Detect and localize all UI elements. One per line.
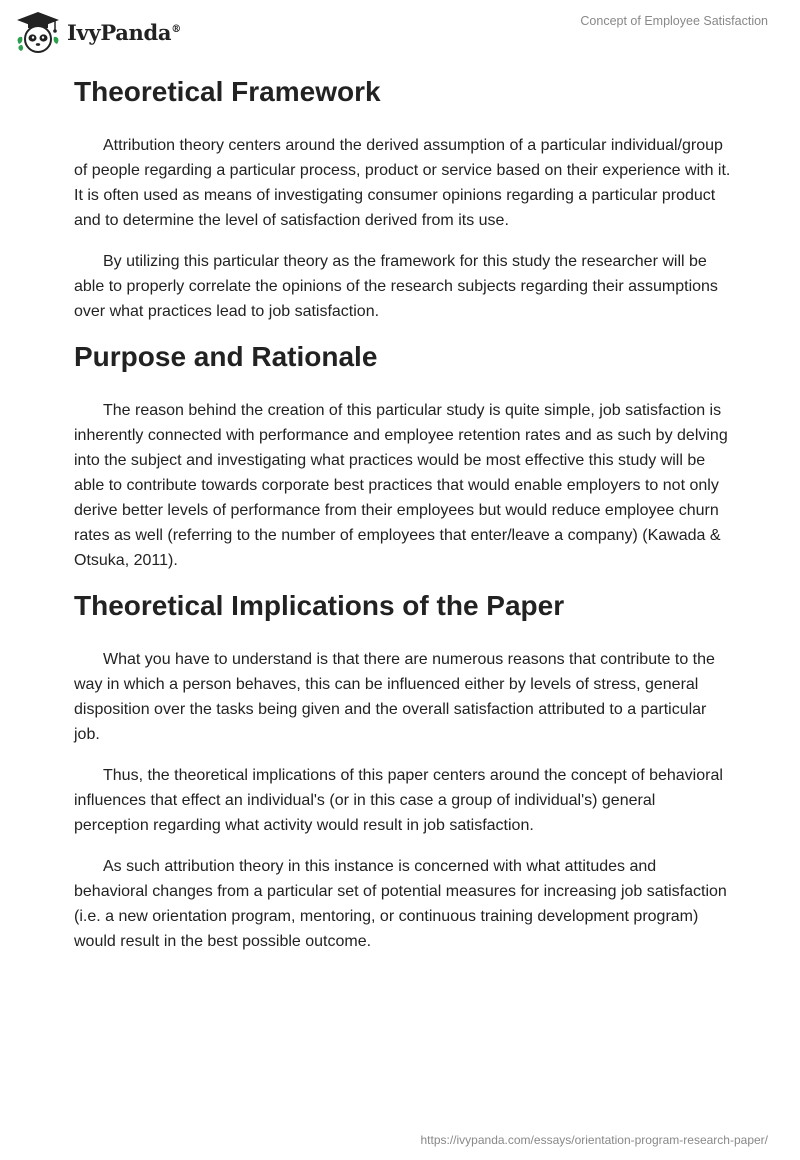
section-heading: Theoretical Framework (74, 76, 381, 107)
paragraph: Attribution theory centers around the derived assumption of a particular individual/group of people regarding a particular process, product or service based on their experience with it. It is often used as means of investigating consumer opinions regarding a particular product and to determine the level of satisfaction derived from its use. (74, 137, 731, 229)
brand-name: IvyPanda® (67, 19, 181, 45)
paragraph: What you have to understand is that there are numerous reasons that contribute to the way in which a person behaves, this can be influenced either by levels of stress, general disposition over the tasks being given and the overall satisfaction attributed to a particular job. (74, 651, 715, 743)
section-heading: Purpose and Rationale (74, 341, 378, 372)
panda-graduation-icon (15, 10, 61, 54)
paragraph: The reason behind the creation of this particular study is quite simple, job satisfaction is inherently connected with performance and employee retention rates and as such by delving into the subject and investigating what practices would be most effective this study will be able to contribute towards corporate best practices that would enable employers to not only derive better levels of performance from their employees but would reduce employee churn rates as well (referring to the number of employees that enter/leave a company) (Kawada & Otsuka, 2011). (74, 402, 728, 569)
section-heading: Theoretical Implications of the Paper (74, 590, 565, 621)
ivypanda-logo[interactable] (15, 10, 181, 54)
paragraph: By utilizing this particular theory as the framework for this study the researcher will be able to properly correlate the opinions of the research subjects regarding their assumptions over what practices lead to job satisfaction. (74, 253, 718, 320)
page-header (0, 0, 800, 60)
document-running-title: Concept of Employee Satisfaction (580, 14, 768, 28)
paragraph: As such attribution theory in this instance is concerned with what attitudes and behavioral changes from a particular set of potential measures for increasing job satisfaction (i.e. a new orientation program, mentoring, or continuous training development program) would result in the best possible outcome. (74, 858, 727, 950)
source-url-link[interactable]: https://ivypanda.com/essays/orientation-program-research-paper/ (420, 1133, 768, 1147)
paragraph: Thus, the theoretical implications of this paper centers around the concept of behavioral influences that effect an individual's (or in this case a group of individual's) general perception regarding what activity would result in job satisfaction. (74, 767, 723, 834)
essay-content (74, 70, 734, 954)
